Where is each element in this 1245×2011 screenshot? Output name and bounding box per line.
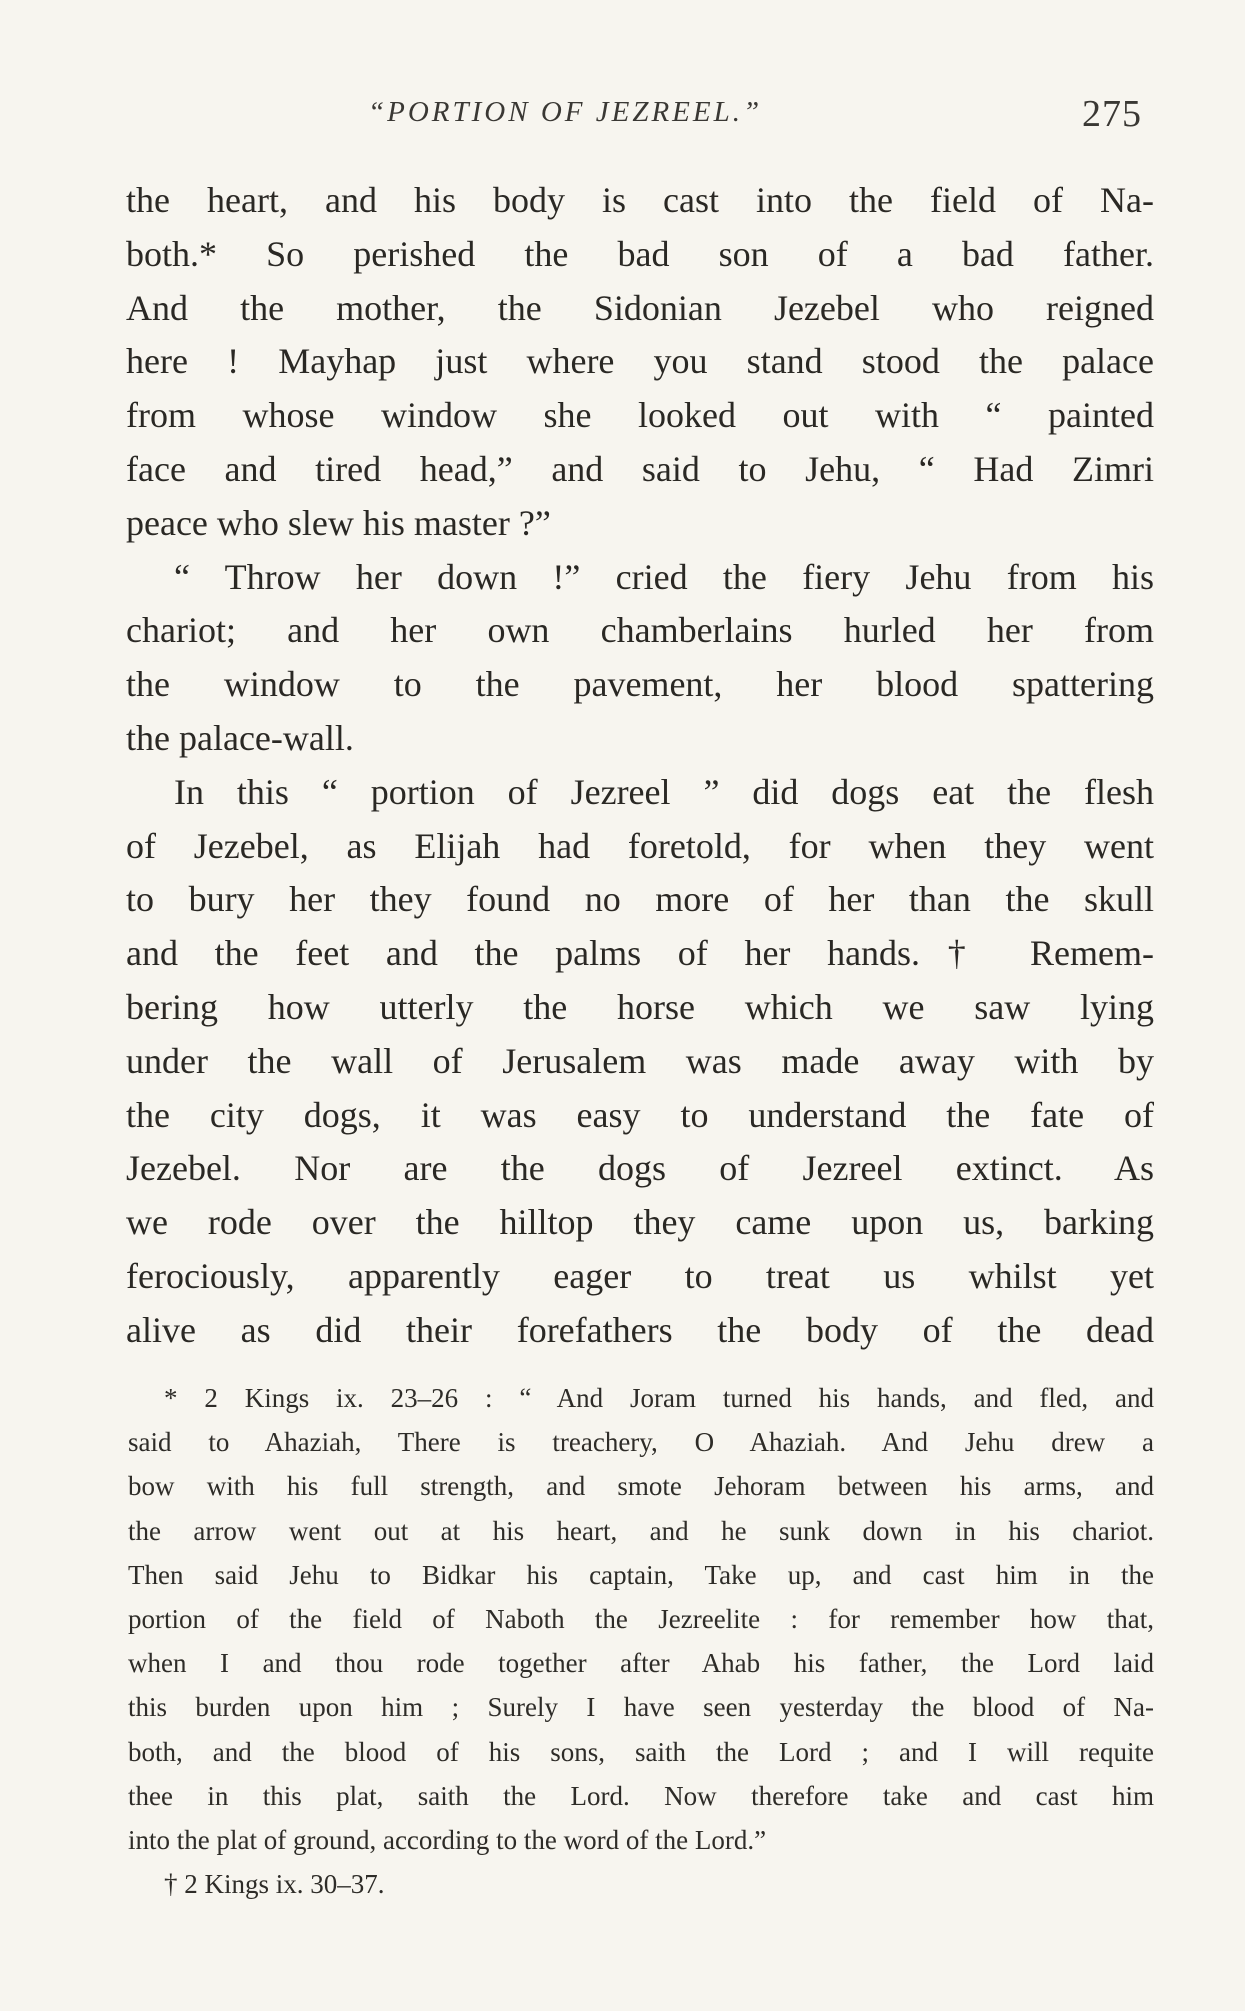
body-line: In this “ portion of Jezreel ” did dogs eat the flesh xyxy=(174,771,1154,812)
body-line: And the mother, the Sidonian Jezebel who reigned xyxy=(126,287,1154,328)
footnote-line: portion of the field of Naboth the Jezreelite : for remember how that, xyxy=(128,1603,1154,1634)
footnote-line: into the plat of ground, according to the word of the Lord.” xyxy=(128,1824,767,1855)
body-line: both.* So perished the bad son of a bad father. xyxy=(126,233,1154,274)
footnote-line: † 2 Kings ix. 30–37. xyxy=(164,1869,385,1900)
footnote-line: the arrow went out at his heart, and he sunk down in his chariot. xyxy=(128,1515,1154,1546)
body-line: of Jezebel, as Elijah had foretold, for when they went xyxy=(126,825,1154,866)
body-line: to bury her they found no more of her than the skull xyxy=(126,879,1154,920)
body-line: face and tired head,” and said to Jehu, “ Had Zimri xyxy=(126,448,1154,489)
page-number: 275 xyxy=(1082,93,1142,135)
body-line: ferociously, apparently eager to treat us whilst yet xyxy=(126,1255,1154,1296)
footnote-line: thee in this plat, saith the Lord. Now therefore take and cast him xyxy=(128,1780,1154,1811)
body-line: bering how utterly the horse which we saw lying xyxy=(126,986,1154,1027)
footnotes xyxy=(128,1376,1154,1906)
body-line: the window to the pavement, her blood spattering xyxy=(126,664,1154,705)
body-line: from whose window she looked out with “ painted xyxy=(126,395,1154,436)
body-line: chariot; and her own chamberlains hurled her from xyxy=(126,610,1154,651)
body-line: here ! Mayhap just where you stand stood the palace xyxy=(126,341,1154,382)
footnote-line: bow with his full strength, and smote Jehoram between his arms, and xyxy=(128,1471,1154,1502)
body-line: we rode over the hilltop they came upon us, barking xyxy=(126,1202,1154,1243)
footnote-line: said to Ahaziah, There is treachery, O Ahaziah. And Jehu drew a xyxy=(128,1427,1154,1458)
body-line: the palace-wall. xyxy=(126,717,354,758)
body-line: “ Throw her down !” cried the fiery Jehu from his xyxy=(174,556,1154,597)
body-text xyxy=(126,174,1154,1358)
body-line: peace who slew his master ?” xyxy=(126,502,551,543)
running-head xyxy=(0,93,1245,146)
footnote-line: this burden upon him ; Surely I have seen yesterday the blood of Na- xyxy=(128,1692,1154,1723)
footnote-line: * 2 Kings ix. 23–26 : “ And Joram turned his hands, and fled, and xyxy=(164,1383,1154,1413)
body-line: the city dogs, it was easy to understand the fate of xyxy=(126,1094,1154,1135)
footnote-line: both, and the blood of his sons, saith the Lord ; and I will requite xyxy=(128,1736,1154,1767)
body-line: under the wall of Jerusalem was made away with by xyxy=(126,1040,1154,1081)
footnote-line: when I and thou rode together after Ahab his father, the Lord laid xyxy=(128,1648,1154,1679)
body-line: the heart, and his body is cast into the field of Na- xyxy=(126,180,1154,220)
footnote-line: Then said Jehu to Bidkar his captain, Take up, and cast him in the xyxy=(128,1559,1154,1590)
running-title: “PORTION OF JEZREEL.” xyxy=(368,96,763,128)
body-line: Jezebel. Nor are the dogs of Jezreel extinct. As xyxy=(126,1148,1154,1189)
body-line: and the feet and the palms of her hands.† Remem- xyxy=(126,933,1154,974)
body-line: alive as did their forefathers the body of the dead xyxy=(126,1309,1154,1350)
